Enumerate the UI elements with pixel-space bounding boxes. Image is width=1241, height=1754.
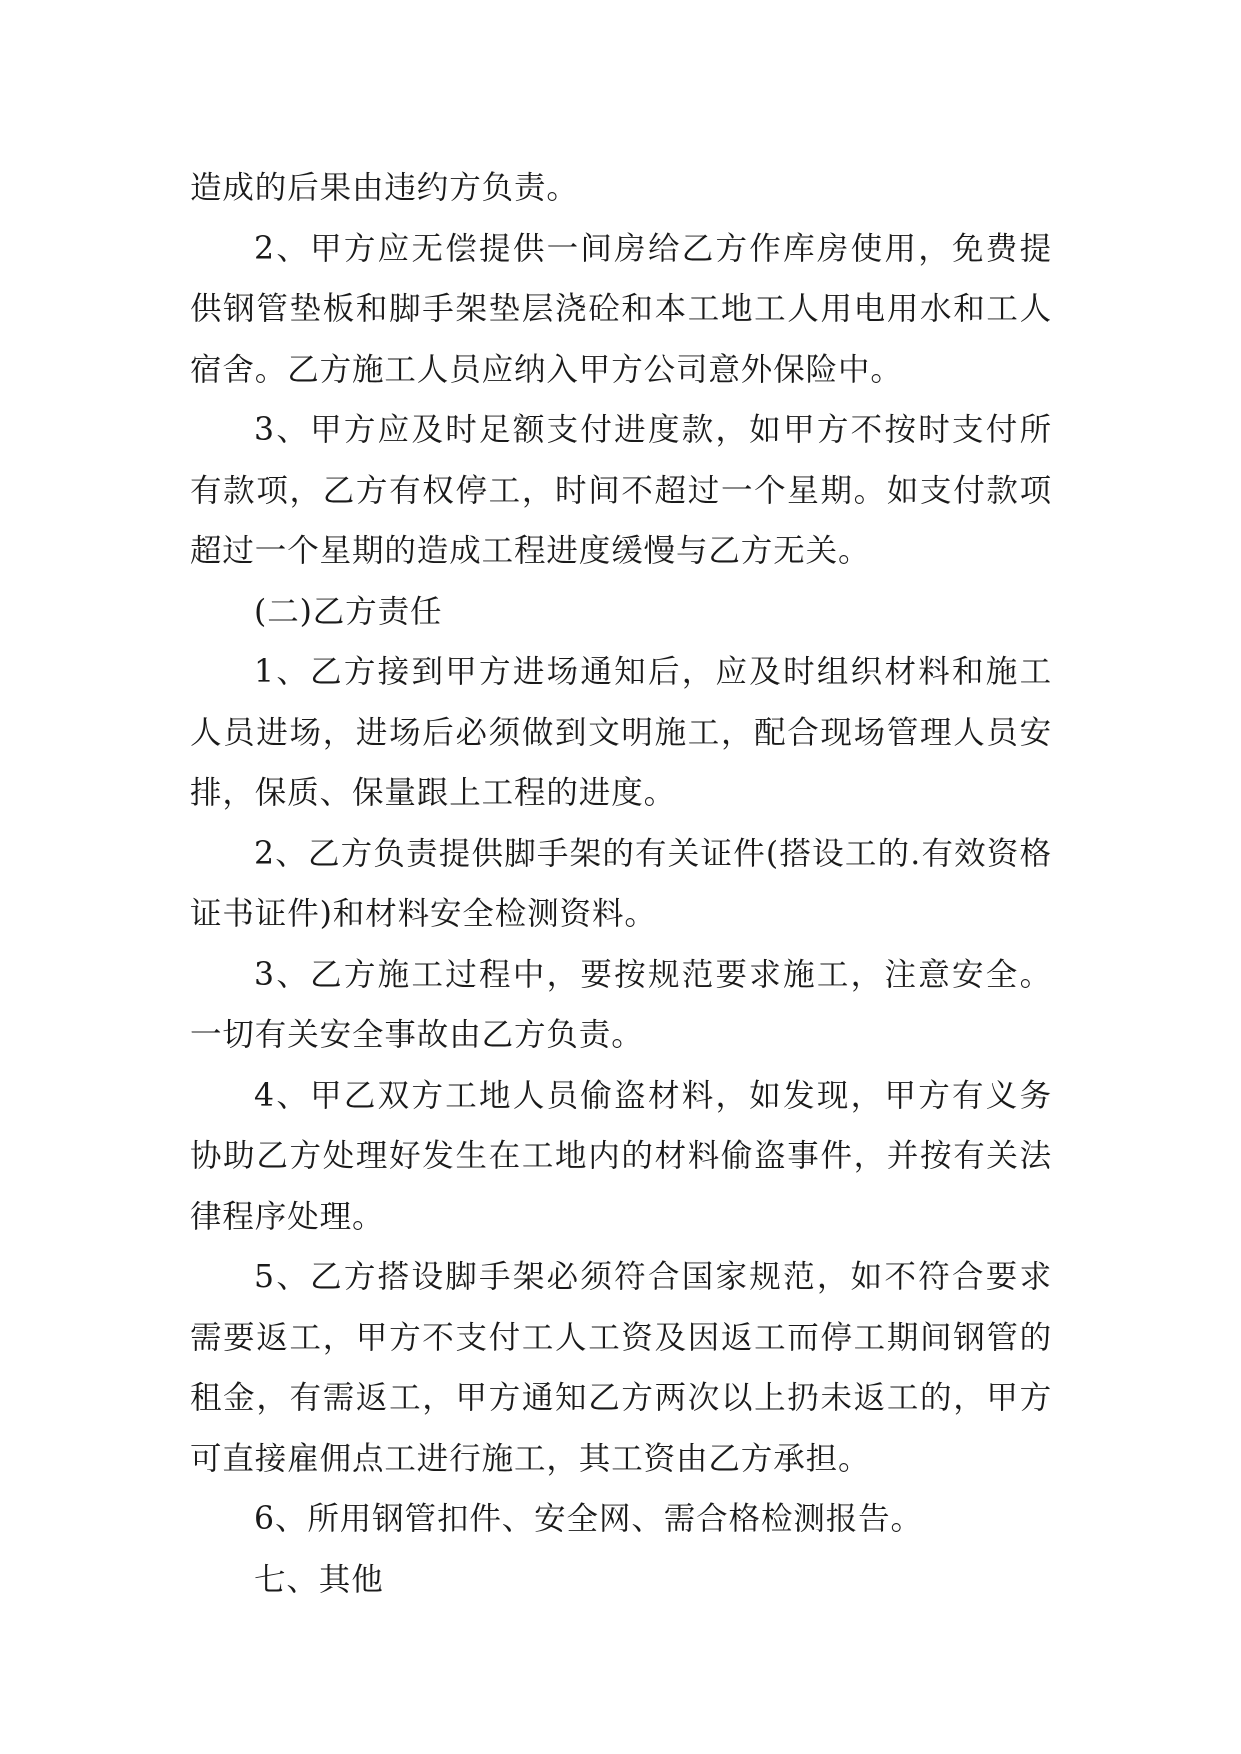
paragraph-continuation: 造成的后果由违约方负责。 [190, 170, 579, 206]
paragraph-party-a-item-3: 3、甲方应及时足额支付进度款，如甲方不按时支付所有款项，乙方有权停工，时间不超过一个星期。如支付款项超过一个星期的造成工程进度缓慢与乙方无关。 [190, 412, 1052, 569]
paragraph-party-b-item-3: 3、乙方施工过程中，要按规范要求施工，注意安全。一切有关安全事故由乙方负责。 [190, 956, 1052, 1053]
paragraph-party-a-item-2: 2、甲方应无偿提供一间房给乙方作库房使用，免费提供钢管垫板和脚手架垫层浇砼和本工地工人用电用水和工人宿舍。乙方施工人员应纳入甲方公司意外保险中。 [190, 230, 1052, 388]
section-heading-party-b: (二)乙方责任 [254, 593, 443, 630]
paragraph-party-b-item-6: 6、所用钢管扣件、安全网、需合格检测报告。 [254, 1501, 923, 1537]
paragraph-party-b-item-4: 4、甲乙双方工地人员偷盗材料，如发现，甲方有义务协助乙方处理好发生在工地内的材料偷盗事件，并按有关法律程序处理。 [190, 1077, 1052, 1235]
paragraph-party-b-item-1: 1、乙方接到甲方进场通知后，应及时组织材料和施工人员进场，进场后必须做到文明施工，配合现场管理人员安排，保质、保量跟上工程的进度。 [190, 654, 1052, 811]
document-body [190, 158, 1052, 1610]
paragraph-party-b-item-5: 5、乙方搭设脚手架必须符合国家规范，如不符合要求需要返工，甲方不支付工人工资及因返工而停工期间钢管的租金，有需返工，甲方通知乙方两次以上扔未返工的，甲方可直接雇佣点工进行施工，其工资由乙方承担。 [190, 1259, 1052, 1477]
paragraph-party-b-item-2: 2、乙方负责提供脚手架的有关证件(搭设工的.有效资格证书证件)和材料安全检测资料。 [190, 835, 1052, 932]
section-heading-other: 七、其他 [254, 1561, 384, 1598]
